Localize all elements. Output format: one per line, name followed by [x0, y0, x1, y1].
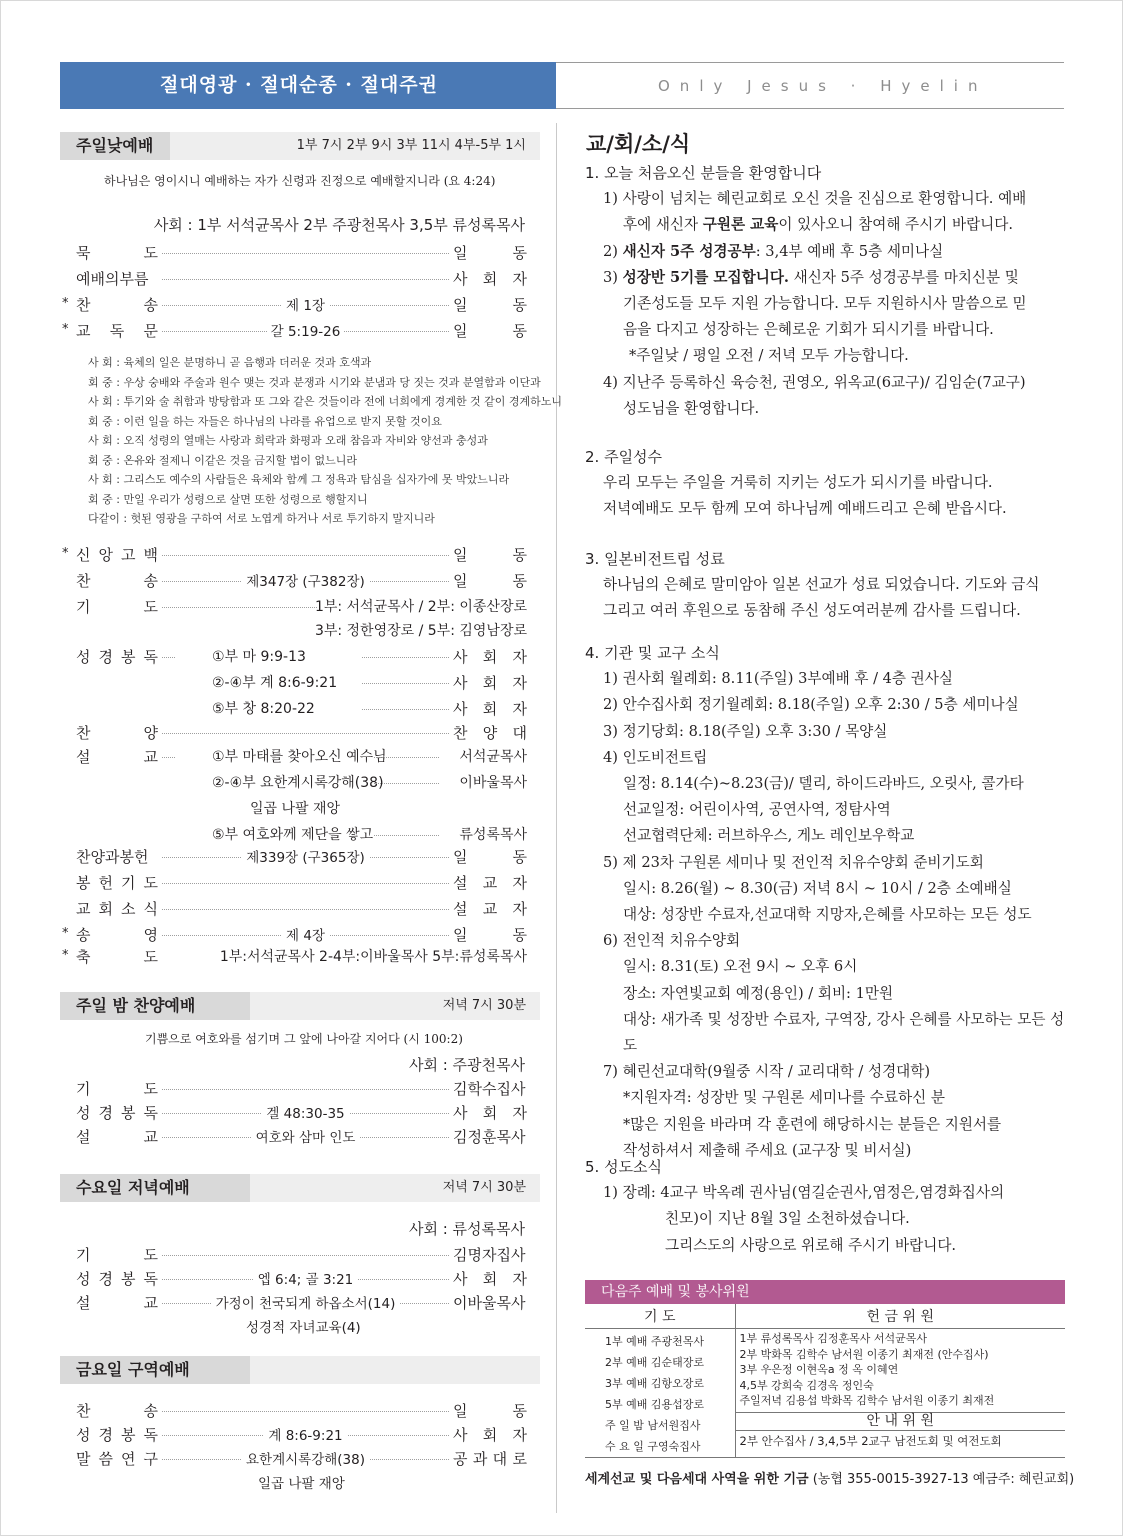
sermon-mid: ⑤부 여호와께 제단을 쌓고 — [212, 827, 374, 843]
row-right: 일 동 — [453, 926, 527, 944]
table-bottom-rule — [585, 1457, 1065, 1458]
prayer-row-2 — [62, 620, 527, 642]
row-right: 일 동 — [453, 546, 527, 564]
news-bold: 새신자 5주 성경공부 — [622, 242, 756, 260]
prayer-row — [62, 596, 527, 618]
responsive-line: 사 회 : 오직 성령의 열매는 사랑과 희락과 화평과 오래 참음과 자비와 양선과 충성과 — [88, 434, 488, 447]
friday-study-sub: 일곱 나팔 재앙 — [258, 1476, 345, 1492]
prayer-entry: 수 요 일 구영숙집사 — [605, 1440, 701, 1453]
sermon-mid: 일곱 나팔 재앙 — [250, 801, 341, 817]
offering-entry: 2부 박화목 김학수 남서원 이종기 최재전 (안수집사) — [739, 1347, 989, 1361]
leader-dots — [162, 1255, 449, 1256]
row-right: 김정훈목사 — [453, 1128, 526, 1146]
news-text: 3) — [603, 268, 623, 286]
row-label: 묵 도 — [76, 244, 158, 262]
leader-dots — [162, 733, 449, 734]
star-mark: * — [62, 926, 69, 941]
row-right: 이바울목사 — [453, 1294, 526, 1312]
row-right: 일 동 — [453, 322, 527, 340]
row-label: 예배의부름 — [76, 270, 149, 288]
benediction-text: 1부:서석균목사 2-4부:이바울목사 5부:류성록목사 — [219, 949, 527, 965]
news-bold: 구원론 교육 — [702, 216, 779, 234]
reading-mid: ⑤부 창 8:20-22 — [212, 701, 315, 717]
row-label: 성 경 봉 독 — [76, 1104, 158, 1122]
usher-text: 2부 안수집사 / 3,4,5부 2교구 남전도회 및 여전도회 — [739, 1434, 1002, 1448]
news-section-4 — [585, 640, 1065, 1164]
news-line: 작성하셔서 제출해 주세요 (교구장 및 비서실) — [623, 1141, 912, 1159]
wednesday-section-header — [60, 1174, 540, 1202]
fund-note — [585, 1468, 1074, 1487]
sermon-item — [62, 824, 527, 846]
anthem-row — [62, 722, 527, 744]
news-line: 친모)이 지난 8월 3일 소천하셨습니다. — [665, 1210, 910, 1228]
leader-dots — [374, 835, 439, 836]
row-mid-wrap — [162, 1126, 449, 1146]
responsive-line: 회 중 : 우상 숭배와 주술과 원수 맺는 것과 분쟁과 시기와 분냄과 당 짓는 것과 분열함과 이단과 — [88, 375, 541, 389]
row-right: 설 교 자 — [453, 900, 527, 918]
reading-item — [62, 672, 527, 694]
news-line: 1) 장례: 4교구 박옥례 권사님(염길순권사,염정은,염경화집사의 — [603, 1184, 1005, 1202]
row-label: 신 앙 고 백 — [76, 546, 158, 564]
row-label: 기 도 — [76, 1080, 158, 1098]
row-right: 일 동 — [453, 848, 527, 866]
row-label: 교 회 소 식 — [76, 900, 158, 918]
row-right: 사 회 자 — [453, 674, 527, 692]
news-line: 1) 권사회 월례회: 8.11(주일) 3부예배 후 / 4층 권사실 — [603, 670, 953, 688]
row-mid: 요한계시록강해(38) — [242, 1452, 369, 1468]
prayer-entry: 5부 예배 김용섭장로 — [605, 1398, 704, 1411]
usher-head: 안 내 위 원 — [736, 1412, 1066, 1432]
news-line: 7) 혜린선교대학(9월중 시작 / 교리대학 / 성경대학) — [603, 1063, 931, 1081]
row-right: 이바울목사 — [459, 775, 527, 791]
row-label: 기 도 — [76, 598, 158, 616]
row-right: 사 회 자 — [453, 1270, 527, 1288]
news-line: 성도님을 환영합니다. — [623, 399, 760, 417]
section-time: 저녁 7시 30분 — [442, 998, 526, 1013]
row-label: 찬양과봉헌 — [76, 848, 149, 866]
sunday-night-section-header — [60, 992, 540, 1020]
sunday-night-verse: 기쁨으로 여호와를 섬기며 그 앞에 나아갈 지어다 (시 100:2) — [145, 1032, 463, 1046]
leader-dots — [362, 709, 449, 710]
prayer-entry: 주 일 밤 남서원집사 — [605, 1419, 701, 1432]
responsive-line: 회 중 : 만일 우리가 성령으로 살면 또한 성령으로 행할지니 — [88, 492, 368, 506]
leader-dots — [162, 555, 449, 556]
news-title: 교/회/소/식 — [586, 131, 691, 156]
row-right: 김학수집사 — [453, 1080, 526, 1098]
row-label: 설 교 — [76, 1294, 158, 1312]
news-line: 1) 사랑이 넘치는 혜린교회로 오신 것을 진심으로 환영합니다. 예배 — [603, 190, 1027, 208]
row-right: 사 회 자 — [453, 1426, 527, 1444]
order-row — [62, 294, 527, 316]
row-right: 사 회 자 — [453, 1104, 527, 1122]
row-label: 찬 송 — [76, 296, 158, 314]
creed-row — [62, 544, 527, 566]
row-right: 공 과 대 로 — [453, 1450, 527, 1468]
row-mid: 겔 48:30-35 — [262, 1106, 348, 1122]
friday-row — [62, 1400, 527, 1422]
prayer-entry: 1부 예배 주광천목사 — [605, 1335, 704, 1348]
sermon-mid: ②-④부 요한계시록강해(38) — [212, 775, 384, 791]
row-label: 설 교 — [76, 748, 158, 766]
responsive-line: 다같이 : 헛된 영광을 구하여 서로 노엽게 하거나 서로 투기하지 말지니라 — [88, 512, 435, 525]
news-heading: 1. 오늘 처음오신 분들을 환영합니다 — [585, 164, 822, 182]
offering-entry: 1부 류성록목사 김정훈목사 서석균목사 — [739, 1332, 928, 1345]
leader-dots — [362, 657, 449, 658]
responsive-line: 사 회 : 육체의 일은 분명하니 곧 음행과 더러운 것과 호색과 — [88, 356, 372, 369]
section-time: 1부 7시 2부 9시 3부 11시 4부-5부 1시 — [296, 138, 526, 153]
row-mid: 제347장 (구382장) — [242, 574, 369, 590]
sunday-presider: 사회 : 1부 서석균목사 2부 주광천목사 3,5부 류성록목사 — [153, 216, 525, 234]
row-mid: 제339장 (구365장) — [242, 850, 369, 866]
offering-head: 헌 금 위 원 — [735, 1304, 1065, 1329]
news-line: 일정: 8.14(수)~8.23(금)/ 델리, 하이드라바드, 오릿사, 콜가타 — [623, 775, 1024, 793]
star-mark: * — [62, 296, 69, 311]
row-label: 기 도 — [76, 1246, 158, 1264]
row-mid-wrap — [162, 924, 449, 944]
wednesday-row — [62, 1244, 527, 1266]
row-right: 사 회 자 — [453, 270, 527, 288]
night-row — [62, 1102, 527, 1124]
row-mid-wrap — [162, 1268, 449, 1288]
leader-dots — [162, 279, 449, 280]
prayer-list — [585, 1329, 735, 1458]
row-label: 축 도 — [76, 948, 158, 966]
row-label: 성 경 봉 독 — [76, 1270, 158, 1288]
row-mid-wrap — [162, 1424, 449, 1444]
news-section-1 — [585, 160, 1065, 422]
news-line: 저녁예배도 모두 함께 모여 하나님께 예배드리고 은혜 받읍시다. — [603, 500, 1007, 518]
row-right: 사 회 자 — [453, 700, 527, 718]
news-text: 후에 새신자 — [623, 216, 703, 234]
row-label: 찬 양 — [76, 724, 158, 742]
order-row — [62, 924, 527, 946]
row-mid-wrap — [162, 320, 449, 340]
row-mid: 갈 5:19-26 — [267, 324, 345, 340]
offering-entry: 4,5부 강희숙 김경옥 정인숙 — [739, 1378, 874, 1392]
row-label: 봉 헌 기 도 — [76, 874, 158, 892]
column-divider — [556, 123, 557, 1513]
row-label: 찬 송 — [76, 572, 158, 590]
sermon-mid: ①부 마태를 찾아오신 예수님 — [212, 749, 387, 765]
leader-dots — [162, 607, 317, 608]
news-line: 3) 정기당회: 8.18(주일) 오후 3:30 / 목양실 — [603, 722, 888, 740]
news-line: *많은 지원을 바라며 각 훈련에 해당하시는 분들은 지원서를 — [623, 1115, 1002, 1133]
row-mid-wrap — [162, 1102, 449, 1122]
next-week-title: 다음주 예배 및 봉사위원 — [585, 1280, 1065, 1304]
news-section-5 — [585, 1154, 1065, 1259]
reading-item — [62, 698, 527, 720]
section-title: 금요일 구역예배 — [60, 1356, 250, 1384]
row-mid: 제 4장 — [282, 928, 329, 944]
news-section-3 — [585, 546, 1065, 625]
row-mid: 엡 6:4; 골 3:21 — [254, 1272, 358, 1288]
row-right: 일 동 — [453, 296, 527, 314]
tagline: Only Jesus · Hyelin — [556, 62, 1064, 109]
row-label: 송 영 — [76, 926, 158, 944]
row-mid: 제 1장 — [282, 298, 329, 314]
row-right: 찬 양 대 — [453, 724, 527, 742]
row-label: 성 경 봉 독 — [76, 648, 158, 666]
motto-banner: 절대영광 · 절대순종 · 절대주권 — [60, 62, 556, 109]
leader-dots — [162, 1411, 449, 1412]
news-bold: 성장반 5기를 모집합니다. — [622, 268, 789, 286]
star-mark: * — [62, 948, 69, 963]
news-text: : 3,4부 예배 후 5층 세미나실 — [755, 242, 944, 260]
fund-account: (농협 355-0015-3927-13 예금주: 혜린교회) — [808, 1472, 1075, 1487]
news-line: 선교일정: 어린이사역, 공연사역, 정탐사역 — [623, 801, 891, 819]
prayer-head: 기 도 — [585, 1304, 735, 1329]
row-right: 사 회 자 — [453, 648, 527, 666]
order-row — [62, 268, 527, 290]
prayer-entry: 2부 예배 김순태장로 — [605, 1356, 704, 1369]
row-label: 말 씀 연 구 — [76, 1450, 158, 1468]
news-line: 선교협력단체: 러브하우스, 게노 레인보우학교 — [623, 827, 915, 845]
order-row — [62, 898, 527, 920]
section-title: 주일 밤 찬양예배 — [60, 992, 250, 1020]
news-section-2 — [585, 444, 1065, 523]
row-mid: 가정이 천국되게 하옵소서(14) — [212, 1296, 400, 1312]
sermon-item — [62, 798, 527, 820]
leader-dots — [162, 883, 449, 884]
responsive-line: 회 중 : 온유와 절제니 이같은 것을 금지할 법이 없느니라 — [88, 453, 357, 467]
news-line: *주일낮 / 평일 오전 / 저녁 모두 가능합니다. — [629, 347, 909, 365]
news-line: 대상: 성장반 수료자,선교대학 지망자,은혜를 사모하는 모든 성도 — [623, 906, 1032, 924]
responsive-line: 사 회 : 그리스도 예수의 사람들은 육체와 함께 그 정욕과 탐심을 십자가에 못 박았느니라 — [88, 473, 510, 486]
sunday-night-presider: 사회 : 주광천목사 — [408, 1056, 525, 1074]
reading-item — [62, 646, 527, 668]
wednesday-presider: 사회 : 류성록목사 — [408, 1220, 525, 1238]
news-line: 음을 다지고 성장하는 은혜로운 기회가 되시기를 바랍니다. — [623, 321, 994, 339]
responsive-line: 회 중 : 이런 일을 하는 자들은 하나님의 나라를 유업으로 받지 못할 것이요 — [88, 414, 442, 428]
row-right: 일 동 — [453, 572, 527, 590]
row-right: 서석균목사 — [459, 749, 527, 765]
row-right: 일 동 — [453, 1402, 527, 1420]
prayer-line: 1부: 서석균목사 / 2부: 이종산장로 — [314, 599, 527, 615]
wednesday-row — [62, 1292, 527, 1314]
friday-section-header — [60, 1356, 540, 1384]
friday-row — [62, 1424, 527, 1446]
sunday-section-header — [60, 132, 540, 160]
leader-dots — [162, 1089, 449, 1090]
offering-entry: 주일저녁 김용섭 박화목 김학수 남서원 이종기 최재전 — [739, 1394, 995, 1407]
news-heading: 4. 기관 및 교구 소식 — [585, 644, 720, 662]
responsive-line: 사 회 : 투기와 술 취함과 방탕함과 또 그와 같은 것들이라 전에 너희에게 경계한 것 같이 경계하노니 — [88, 395, 563, 408]
order-row — [62, 846, 527, 868]
news-line: 일시: 8.26(월) ~ 8.30(금) 저녁 8시 ~ 10시 / 2층 소예배실 — [623, 879, 1012, 897]
row-right: 류성록목사 — [459, 827, 527, 843]
row-label: 찬 송 — [76, 1402, 158, 1420]
news-line: 6) 전인적 치유수양회 — [603, 932, 741, 950]
prayer-entry: 3부 예배 김항오장로 — [605, 1377, 704, 1390]
sermon-item — [62, 746, 527, 768]
hymn-row — [62, 570, 527, 592]
sermon-item — [62, 772, 527, 794]
news-line: 기존성도들 모두 지원 가능합니다. 모두 지원하시사 말씀으로 믿 — [623, 295, 1027, 313]
friday-row — [62, 1448, 527, 1470]
order-row — [62, 320, 527, 342]
news-line: 하나님의 은혜로 말미암아 일본 선교가 성료 되었습니다. 기도와 금식 — [603, 576, 1040, 594]
row-mid: 여호와 삼마 인도 — [252, 1130, 360, 1146]
row-mid-wrap — [162, 294, 449, 314]
row-mid-wrap — [162, 846, 449, 866]
leader-dots — [374, 783, 439, 784]
leader-dots — [362, 683, 449, 684]
news-line: 우리 모두는 주일을 거룩히 지키는 성도가 되시기를 바랍니다. — [603, 474, 993, 492]
news-line: 대상: 새가족 및 성장반 수료자, 구역장, 강사 은혜를 사모하는 모든 성도 — [623, 1010, 1065, 1055]
fund-bold: 세계선교 및 다음세대 사역을 위한 기금 — [585, 1472, 809, 1487]
news-heading: 3. 일본비전트립 성료 — [585, 550, 725, 568]
next-week-box — [585, 1280, 1065, 1458]
star-mark: * — [62, 546, 69, 561]
leader-dots — [374, 757, 439, 758]
section-title: 수요일 저녁예배 — [60, 1174, 250, 1202]
news-line: 장소: 자연빛교회 예정(용인) / 회비: 1만원 — [623, 984, 894, 1002]
offering-entry: 3부 우은정 이현옥a 정 옥 이혜연 — [739, 1363, 899, 1376]
row-mid-wrap — [162, 1448, 449, 1468]
news-line: 4) 지난주 등록하신 육승천, 권영오, 위옥교(6교구)/ 김임순(7교구) — [603, 373, 1026, 391]
night-row — [62, 1078, 527, 1100]
sunday-verse: 하나님은 영이시니 예배하는 자가 신령과 진정으로 예배할지니라 (요 4:24) — [104, 174, 496, 188]
reading-mid: ①부 마 9:9-13 — [212, 649, 306, 665]
news-text: 새신자 5주 성경공부를 마치신분 및 — [789, 268, 1019, 286]
row-right: 일 동 — [453, 244, 527, 262]
news-heading: 5. 성도소식 — [585, 1158, 663, 1176]
row-mid-wrap — [162, 1292, 449, 1312]
news-line: 일시: 8.31(토) 오전 9시 ~ 오후 6시 — [623, 958, 858, 976]
row-label: 설 교 — [76, 1128, 158, 1146]
section-title: 주일낮예배 — [60, 132, 170, 160]
leader-dots — [162, 253, 449, 254]
news-line: 4) 인도비전트립 — [603, 748, 708, 766]
news-line: 2) 안수집사회 정기월례회: 8.18(주일) 오후 2:30 / 5층 세미나실 — [603, 696, 1019, 714]
reading-mid: ②-④부 계 8:6-9:21 — [212, 675, 338, 691]
wednesday-row — [62, 1268, 527, 1290]
row-right: 설 교 자 — [453, 874, 527, 892]
next-week-table — [585, 1304, 1065, 1457]
prayer-line: 3부: 정한영장로 / 5부: 김영남장로 — [314, 623, 527, 639]
news-line: *지원자격: 성장반 및 구원론 세미나를 수료하신 분 — [623, 1089, 946, 1107]
news-heading: 2. 주일성수 — [585, 448, 663, 466]
night-row — [62, 1126, 527, 1148]
row-label: 교 독 문 — [76, 322, 158, 340]
news-line: 그리스도의 사랑으로 위로해 주시기 바랍니다. — [665, 1236, 957, 1254]
offering-cell — [735, 1329, 1065, 1458]
news-text: 2) — [603, 242, 623, 260]
news-text: 이 있사오니 참여해 주시기 바랍니다. — [778, 216, 1014, 234]
benediction-row — [62, 946, 527, 968]
row-label: 성 경 봉 독 — [76, 1426, 158, 1444]
news-line: 그리고 여러 후원으로 동참해 주신 성도여러분께 감사를 드립니다. — [603, 602, 1021, 620]
star-mark: * — [62, 322, 69, 337]
news-line: 5) 제 23차 구원론 세미나 및 전인적 치유수양회 준비기도회 — [603, 853, 984, 871]
section-time: 저녁 7시 30분 — [442, 1180, 526, 1195]
leader-dots — [162, 909, 449, 910]
order-row — [62, 872, 527, 894]
row-mid: 계 8:6-9:21 — [264, 1428, 346, 1444]
row-right: 김명자집사 — [453, 1246, 526, 1264]
order-row — [62, 242, 527, 264]
wednesday-sermon-sub: 성경적 자녀교육(4) — [246, 1320, 361, 1336]
